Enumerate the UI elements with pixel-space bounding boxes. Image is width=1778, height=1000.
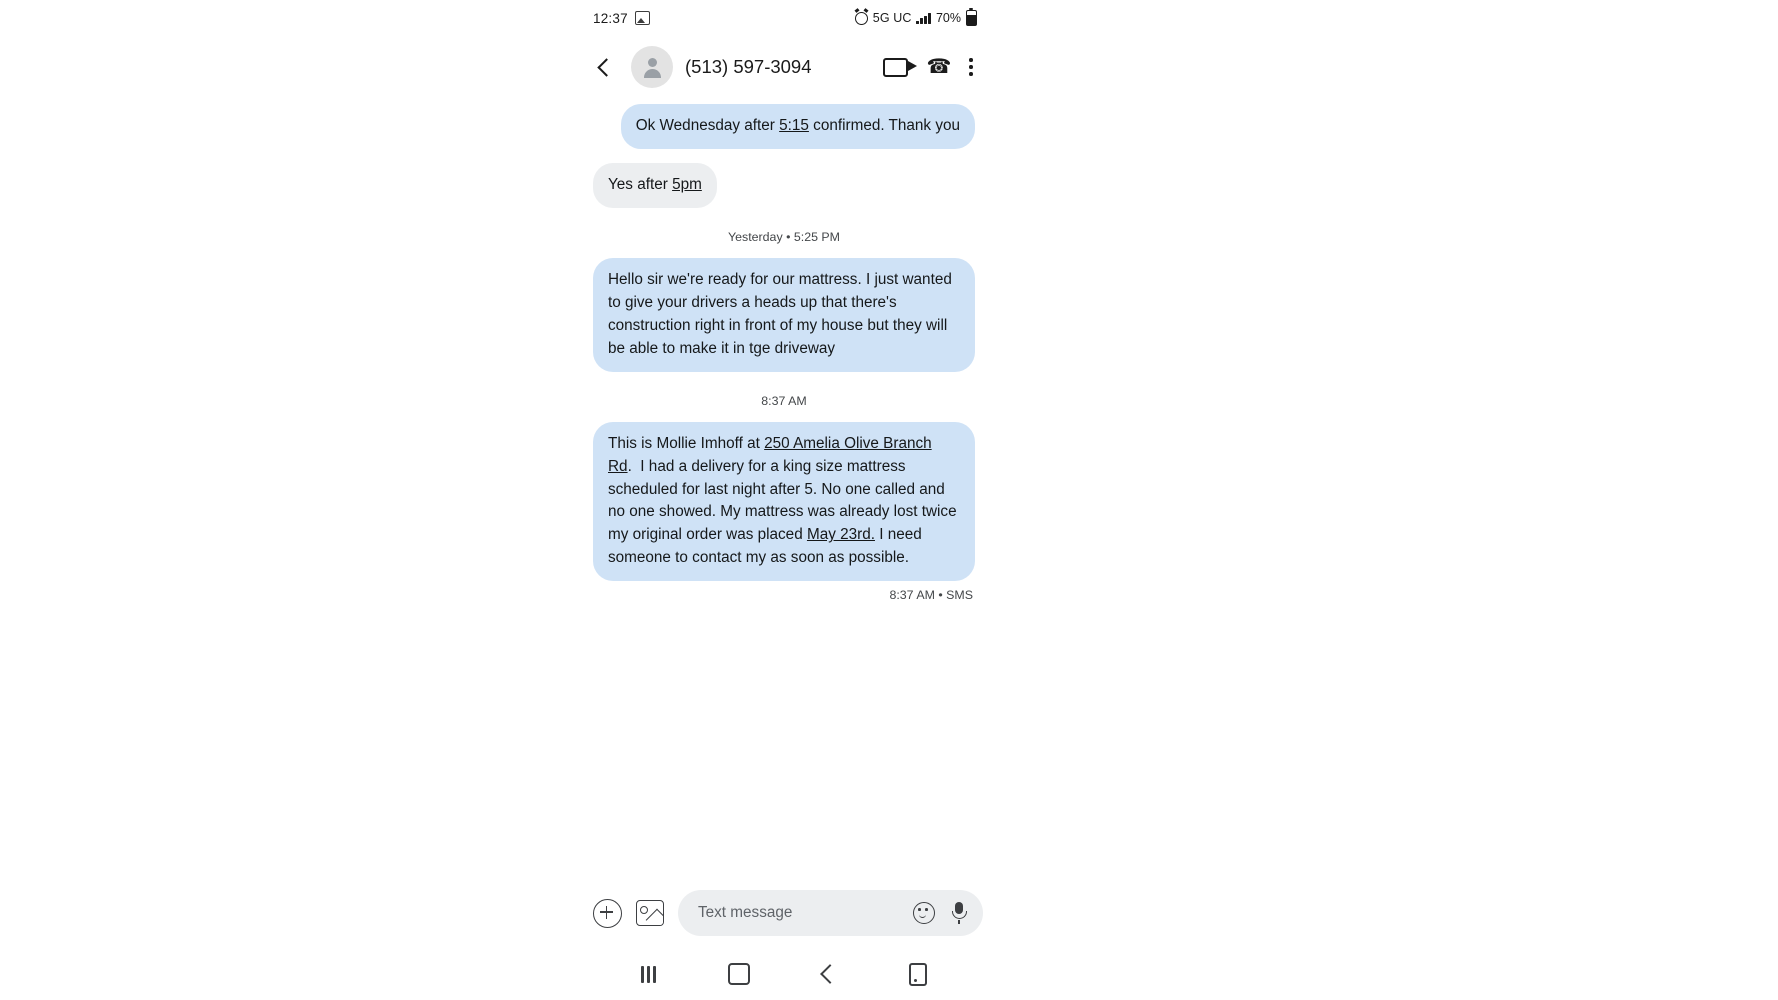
plus-circle-icon[interactable] [593,899,622,928]
message-input[interactable] [696,903,899,923]
keyboard-toggle-icon[interactable] [909,963,927,986]
message-bubble-outgoing[interactable] [593,422,975,582]
more-options-icon [969,58,973,75]
system-navigation-bar [579,948,989,1000]
message-text-3: Hello sir we're ready for our mattress. I just wanted to give your drivers a heads up that there's construction right in front of my house but they will be able to make it in tge driveway [608,270,952,357]
chevron-left-icon [597,58,615,76]
spacer [593,155,975,163]
phone-icon: ☎ [926,56,952,78]
phone-screen [579,0,989,1000]
back-button[interactable] [587,50,621,84]
message-row [593,163,975,208]
message-row [593,104,975,149]
message-bubble-incoming[interactable] [593,163,717,208]
status-time: 12:37 [593,10,628,26]
emoji-smiley-icon[interactable] [913,902,935,924]
battery-icon [966,10,977,26]
header-actions [883,57,975,77]
battery-percent: 70% [935,11,961,25]
video-camera-icon [883,58,908,77]
camera-gallery-icon[interactable] [636,900,664,926]
message-text-4: This is Mollie Imhoff at 250 Amelia Olive Branch Rd. I had a delivery for a king size mattress scheduled for last night after 5. No one called and no one showed. My mattress was already lost twice my original order was placed May 23rd. I need someone to contact my as soon as possible. [608,434,957,567]
status-bar [579,0,989,36]
video-call-button[interactable] [883,58,908,77]
call-button[interactable] [926,57,951,77]
status-bar-left [593,11,650,26]
person-icon [642,57,662,77]
thread-timestamp-1: Yesterday • 5:25 PM [727,229,841,244]
more-options-button[interactable] [969,58,973,75]
microphone-icon[interactable] [949,902,969,924]
thread-timestamp-2: 8:37 AM [761,393,807,408]
message-row [593,422,975,582]
message-composer [579,882,989,948]
message-bubble-outgoing[interactable] [621,104,975,149]
status-bar-right [855,10,977,26]
back-icon[interactable] [820,964,840,984]
message-row [593,258,975,372]
conversation-header [579,36,989,98]
recents-icon[interactable] [641,966,656,983]
delivery-status: 8:37 AM • SMS [889,588,973,603]
message-input-container[interactable] [678,890,983,936]
avatar[interactable] [631,46,673,88]
home-icon[interactable] [728,963,750,985]
network-label: 5G UC [872,11,912,25]
message-bubble-outgoing[interactable] [593,258,975,372]
message-thread[interactable] [579,98,989,882]
alarm-icon [855,12,868,25]
message-text-1: Ok Wednesday after 5:15 confirmed. Thank you [635,117,960,134]
signal-bars-icon [916,12,931,24]
message-text-2: Yes after 5pm [608,175,702,193]
image-icon [635,11,650,25]
contact-name[interactable]: (513) 597-3094 [685,56,812,77]
